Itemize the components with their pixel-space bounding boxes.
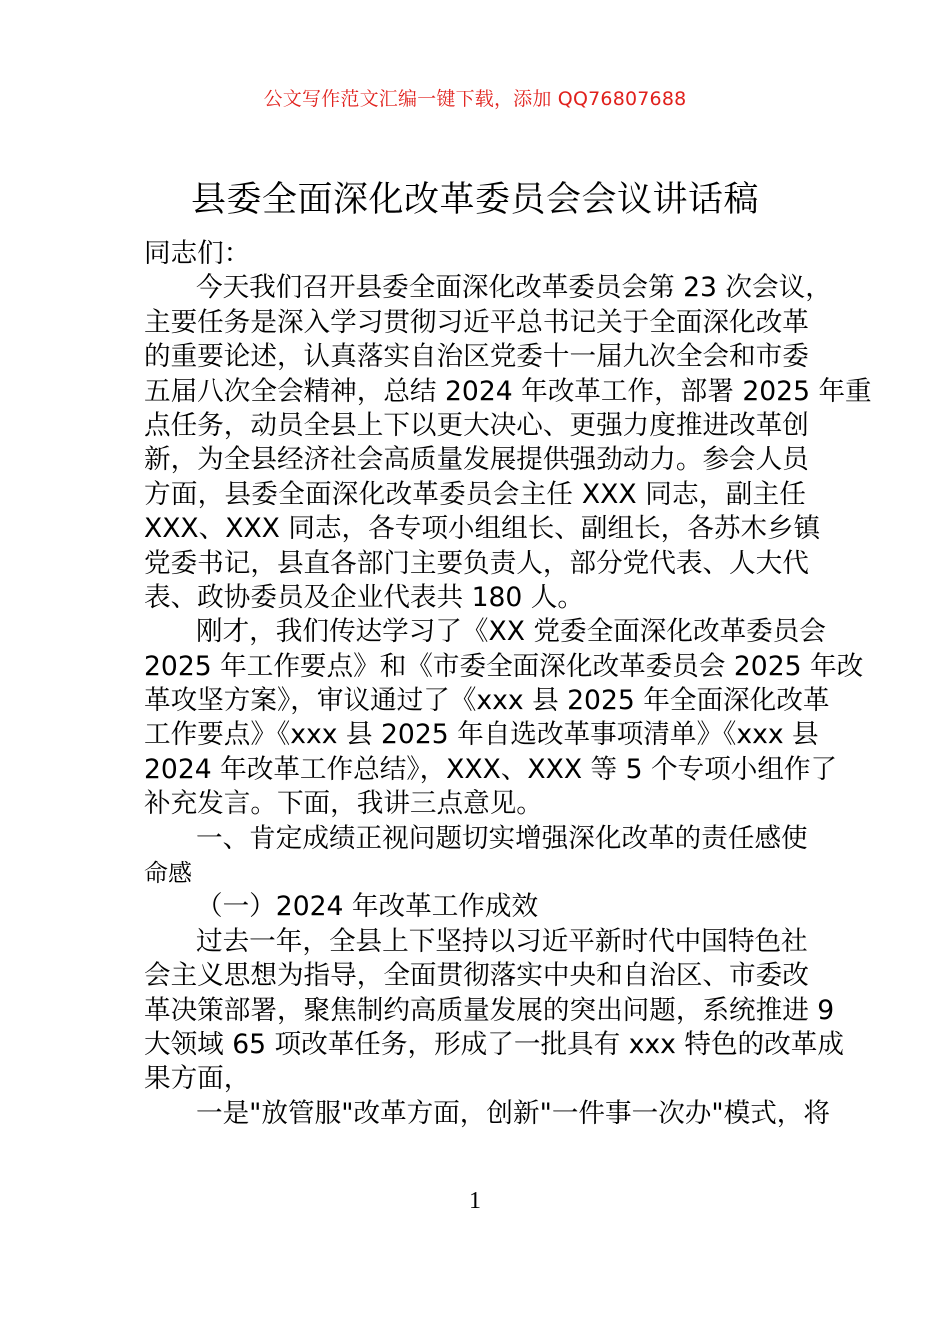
paragraph-line: 2024 年改革工作总结》，XXX、XXX 等 5 个专项小组作了	[144, 753, 838, 785]
document-body	[144, 237, 872, 1131]
section-heading: 一、肯定成绩正视问题切实增强深化改革的责任感使	[196, 822, 808, 854]
paragraph-line: 党委书记，县直各部门主要负责人，部分党代表、人大代	[144, 547, 809, 579]
paragraph-line: 2025 年工作要点》和《市委全面深化改革委员会 2025 年改	[144, 650, 864, 682]
document-title: 县委全面深化改革委员会会议讲话稿	[190, 180, 759, 220]
paragraph-line: 主要任务是深入学习贯彻习近平总书记关于全面深化改革	[144, 306, 809, 338]
paragraph-line: 点任务，动员全县上下以更大决心、更强力度推进改革创	[144, 409, 809, 441]
paragraph-line: 方面，县委全面深化改革委员会主任 XXX 同志，副主任	[144, 478, 806, 510]
salutation: 同志们：	[144, 238, 251, 269]
download-banner: 公文写作范文汇编一键下载，添加 QQ76807688	[263, 88, 687, 110]
paragraph-line: 补充发言。下面，我讲三点意见。	[144, 788, 543, 820]
section-heading-continued: 命感	[144, 859, 192, 888]
paragraph-line: 新，为全县经济社会高质量发展提供强劲动力。参会人员	[144, 444, 809, 476]
paragraph-line: 革攻坚方案》，审议通过了《xxx 县 2025 年全面深化改革	[144, 685, 830, 717]
page-number: 1	[469, 1188, 481, 1214]
paragraph-line: 五届八次全会精神，总结 2024 年改革工作，部署 2025 年重	[144, 375, 872, 407]
paragraph-line: 革决策部署，聚焦制约高质量发展的突出问题，系统推进 9	[144, 994, 835, 1026]
paragraph-line: 今天我们召开县委全面深化改革委员会第 23 次会议，	[196, 272, 832, 304]
paragraph-line: XXX、XXX 同志，各专项小组组长、副组长，各苏木乡镇	[144, 513, 821, 545]
paragraph-line: 一是"放管服"改革方面，创新"一件事一次办"模式，将	[196, 1097, 830, 1129]
paragraph-line: 刚才，我们传达学习了《XX 党委全面深化改革委员会	[196, 616, 826, 648]
paragraph-line: 过去一年，全县上下坚持以习近平新时代中国特色社	[196, 925, 808, 957]
paragraph-line: 工作要点》《xxx 县 2025 年自选改革事项清单》《xxx 县	[144, 719, 819, 751]
paragraph-line: 的重要论述，认真落实自治区党委十一届九次全会和市委	[144, 341, 809, 373]
paragraph-line: 果方面，	[144, 1063, 251, 1095]
paragraph-line: 会主义思想为指导，全面贯彻落实中央和自治区、市委改	[144, 960, 809, 992]
paragraph-line: 表、政协委员及企业代表共 180 人。	[144, 581, 584, 613]
subsection-heading: （一）2024 年改革工作成效	[196, 891, 539, 923]
paragraph-line: 大领域 65 项改革任务，形成了一批具有 xxx 特色的改革成	[144, 1028, 844, 1060]
